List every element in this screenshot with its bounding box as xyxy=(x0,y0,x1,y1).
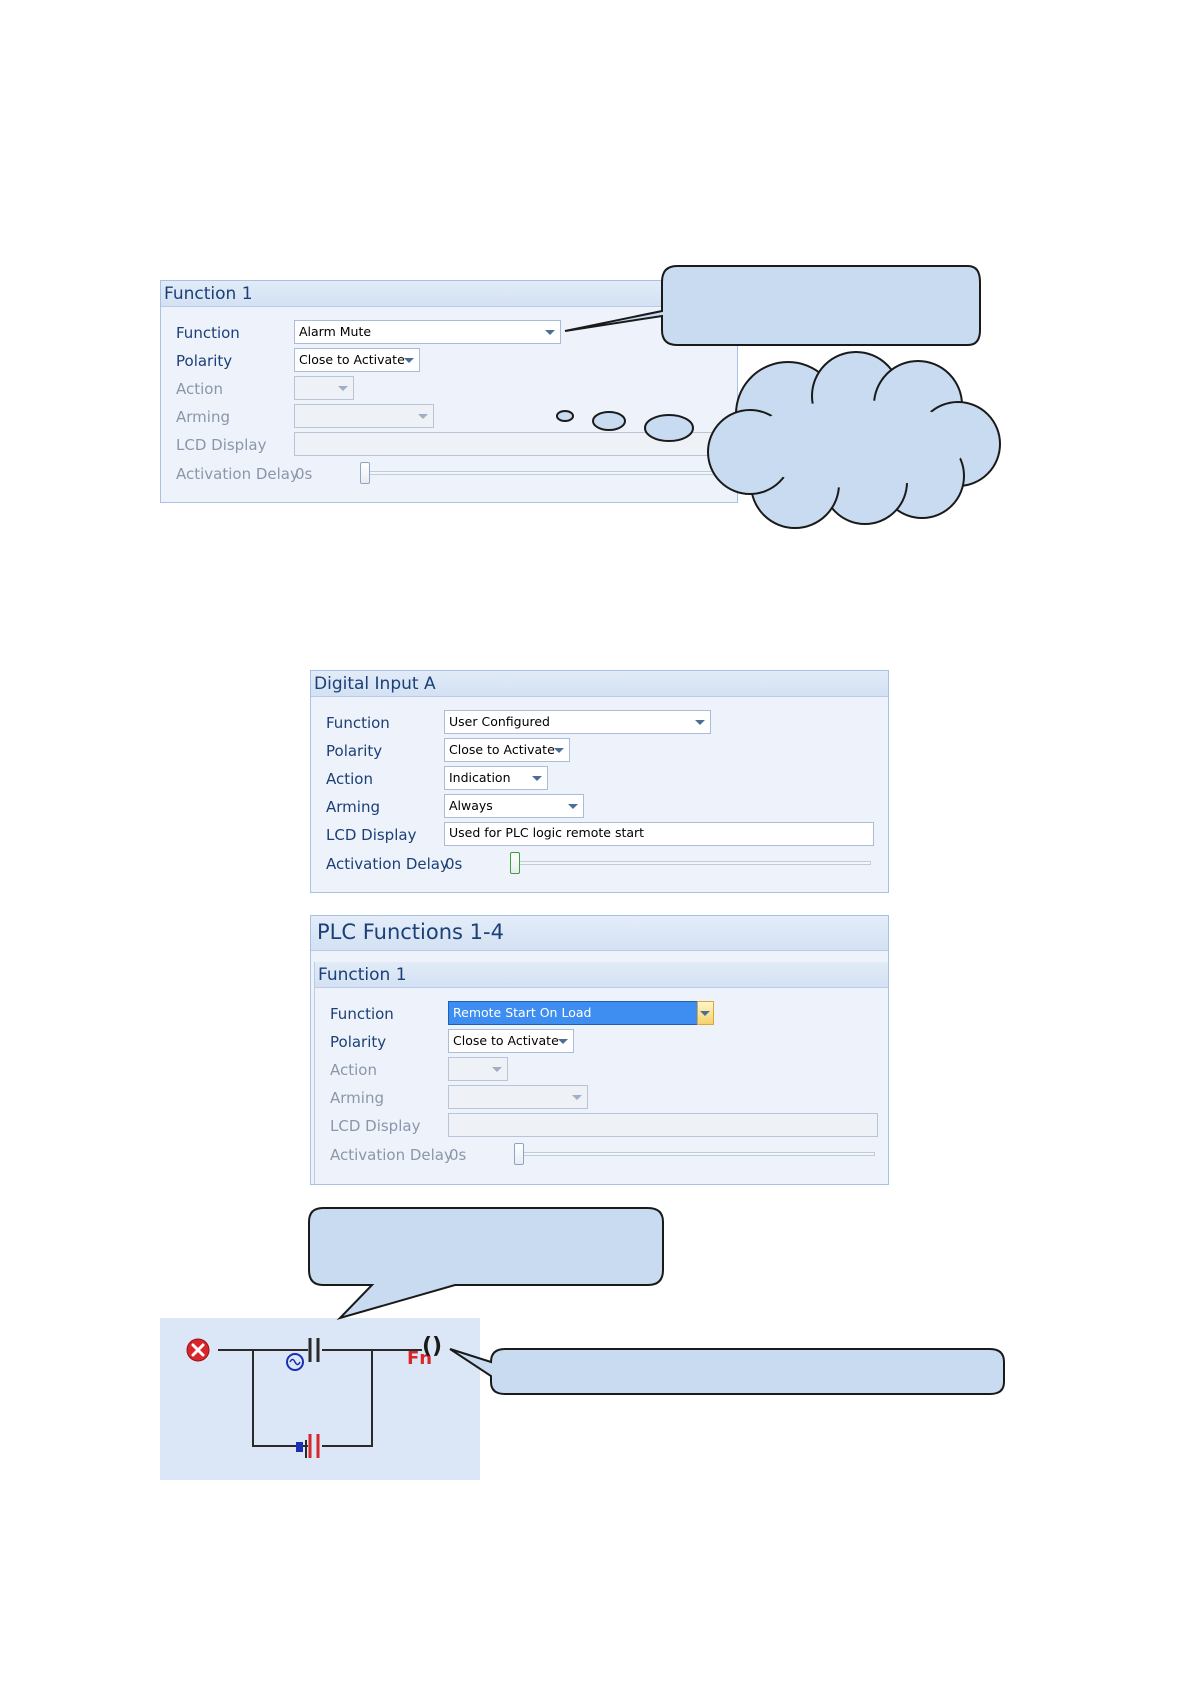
chevron-down-icon xyxy=(338,386,348,391)
polarity-value: Close to Activate xyxy=(453,1033,559,1048)
activation-delay-value: 0s xyxy=(295,465,313,483)
chevron-down-icon xyxy=(492,1067,502,1072)
activation-delay-track[interactable] xyxy=(511,861,871,865)
arming-label: Arming xyxy=(326,798,380,816)
chevron-down-icon xyxy=(554,748,564,753)
polarity-dropdown[interactable] xyxy=(294,348,420,372)
activation-delay-label: Activation Delay xyxy=(330,1146,453,1164)
dropdown-button[interactable] xyxy=(697,1001,714,1025)
lcd-display-input[interactable] xyxy=(448,1113,878,1137)
action-dropdown[interactable] xyxy=(444,766,548,790)
lcd-display-label: LCD Display xyxy=(326,826,417,844)
activation-delay-track[interactable] xyxy=(361,471,721,475)
polarity-label: Polarity xyxy=(326,742,383,760)
plc-functions-panel xyxy=(310,915,889,1185)
arming-dropdown[interactable] xyxy=(444,794,584,818)
function-label: Function xyxy=(326,714,390,732)
lcd-display-input[interactable] xyxy=(444,822,874,846)
function-value: User Configured xyxy=(449,714,550,729)
arming-dropdown[interactable] xyxy=(448,1085,588,1109)
arming-label: Arming xyxy=(176,408,230,426)
lcd-display-label: LCD Display xyxy=(176,436,267,454)
polarity-value: Close to Activate xyxy=(449,742,555,757)
contact-generator-icon[interactable] xyxy=(287,1338,318,1370)
activation-delay-value: 0s xyxy=(449,1146,467,1164)
function1-panel xyxy=(160,280,738,503)
lcd-display-label: LCD Display xyxy=(330,1117,421,1135)
function-block-icon[interactable]: Fn xyxy=(407,1348,433,1369)
action-label: Action xyxy=(176,380,223,398)
polarity-dropdown[interactable] xyxy=(448,1029,574,1053)
chevron-down-icon xyxy=(404,358,414,363)
panel-title: Function 1 xyxy=(161,281,737,307)
action-dropdown[interactable] xyxy=(448,1057,508,1081)
digital-input-panel xyxy=(310,670,889,893)
activation-delay-label: Activation Delay xyxy=(326,855,449,873)
chevron-down-icon xyxy=(695,720,705,725)
function-value: Remote Start On Load xyxy=(453,1005,592,1020)
chevron-down-icon xyxy=(572,1095,582,1100)
action-dropdown[interactable] xyxy=(294,376,354,400)
polarity-dropdown[interactable] xyxy=(444,738,570,762)
activation-delay-slider[interactable] xyxy=(510,852,520,874)
activation-delay-slider[interactable] xyxy=(360,462,370,484)
function-dropdown[interactable] xyxy=(448,1001,714,1025)
activation-delay-track[interactable] xyxy=(515,1152,875,1156)
plc-title: PLC Functions 1-4 xyxy=(317,920,504,944)
arming-label: Arming xyxy=(330,1089,384,1107)
chevron-down-icon xyxy=(568,804,578,809)
activation-delay-label: Activation Delay xyxy=(176,465,299,483)
chevron-down-icon xyxy=(532,776,542,781)
branch-line xyxy=(253,1350,372,1446)
contact-input-icon[interactable] xyxy=(296,1434,318,1458)
coil-icon[interactable]: () xyxy=(422,1334,443,1359)
chevron-down-icon xyxy=(418,414,428,419)
arming-dropdown[interactable] xyxy=(294,404,434,428)
action-value: Indication xyxy=(449,770,511,785)
function-value: Alarm Mute xyxy=(299,324,372,339)
panel-title: Function 1 xyxy=(315,962,888,988)
error-x-icon[interactable] xyxy=(187,1339,209,1361)
speech-callout-mid xyxy=(309,1208,663,1318)
function-dropdown[interactable] xyxy=(444,710,711,734)
function-dropdown[interactable] xyxy=(294,320,561,344)
thought-cloud xyxy=(708,352,1000,528)
plc-function1-subpanel xyxy=(314,962,888,1184)
lcd-display-value: Used for PLC logic remote start xyxy=(449,825,645,840)
chevron-down-icon xyxy=(558,1039,568,1044)
speech-callout-bottom xyxy=(450,1349,1004,1394)
panel-title: Digital Input A xyxy=(311,671,888,697)
plc-header xyxy=(311,916,888,951)
action-label: Action xyxy=(330,1061,377,1079)
function-label: Function xyxy=(330,1005,394,1023)
lcd-display-input[interactable] xyxy=(294,432,724,456)
action-label: Action xyxy=(326,770,373,788)
arming-value: Always xyxy=(449,798,493,813)
polarity-value: Close to Activate xyxy=(299,352,405,367)
function-label: Function xyxy=(176,324,240,342)
activation-delay-value: 0s xyxy=(445,855,463,873)
polarity-label: Polarity xyxy=(176,352,233,370)
activation-delay-slider[interactable] xyxy=(514,1143,524,1165)
ladder-diagram xyxy=(160,1318,480,1480)
chevron-down-icon xyxy=(545,330,555,335)
chevron-down-icon xyxy=(700,1011,710,1016)
polarity-label: Polarity xyxy=(330,1033,387,1051)
